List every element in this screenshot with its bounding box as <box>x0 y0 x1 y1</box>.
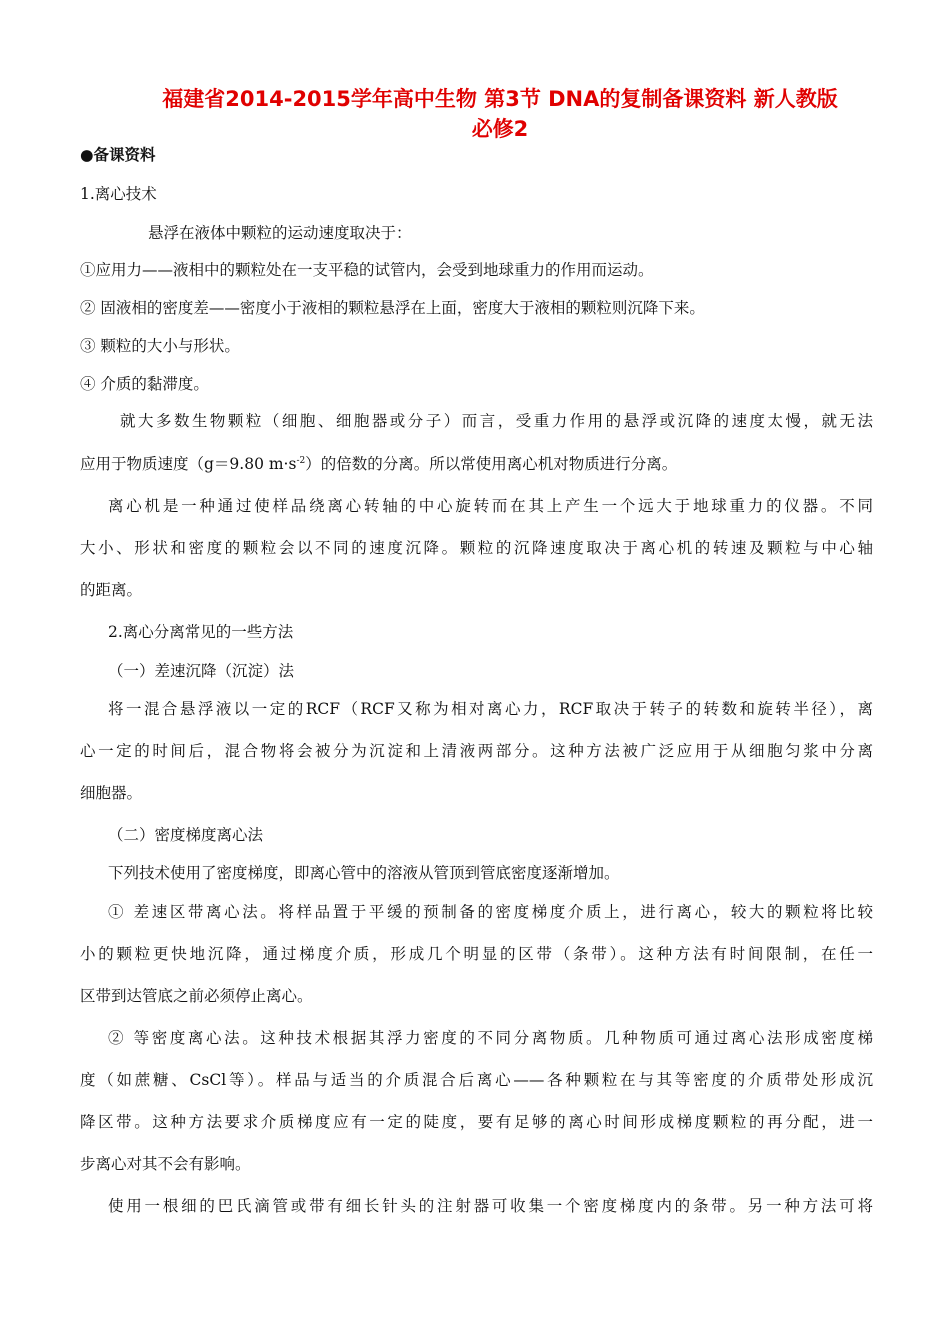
paragraph-differential-line-3: 细胞器。 <box>80 784 143 802</box>
heading-methods: 2.离心分离常见的一些方法 <box>108 623 294 641</box>
section-heading: ●备课资料 <box>80 146 156 164</box>
list-item-1: ①应用力——液相中的颗粒处在一支平稳的试管内，会受到地球重力的作用而运动。 <box>80 261 654 279</box>
text-segment: 应用于物质速度（g＝9.80 m·s <box>80 455 297 473</box>
subheading-differential: （一）差速沉降（沉淀）法 <box>108 662 295 680</box>
paragraph-collection-line-1: 使用一根细的巴氏滴管或带有细长针头的注射器可收集一个密度梯度内的条带。另一种方法可将 <box>108 1197 873 1215</box>
list-item-3: ③ 颗粒的大小与形状。 <box>80 337 240 355</box>
paragraph-gravity-line-2 <box>80 452 873 476</box>
paragraph-isopycnic-line-4: 步离心对其不会有影响。 <box>80 1155 251 1173</box>
text-segment: ）的倍数的分离。所以常使用离心机对物质进行分离。 <box>305 455 678 473</box>
paragraph-zonal-line-2: 小的颗粒更快地沉降，通过梯度介质，形成几个明显的区带（条带）。这种方法有时间限制，在任一 <box>80 945 873 963</box>
paragraph-zonal-line-1: ① 差速区带离心法。将样品置于平缓的预制备的密度梯度介质上，进行离心，较大的颗粒将比较 <box>108 903 873 921</box>
title-line-2: 必修2 <box>471 117 529 141</box>
paragraph-differential-line-1: 将一混合悬浮液以一定的RCF（RCF又称为相对离心力，RCF取决于转子的转数和旋转半径），离 <box>108 700 873 718</box>
paragraph-isopycnic-line-2: 度（如蔗糖、CsCl等）。样品与适当的介质混合后离心——各种颗粒在与其等密度的介质带处形成沉 <box>80 1071 873 1089</box>
superscript: -2 <box>296 455 306 466</box>
paragraph-gradient-intro: 下列技术使用了密度梯度，即离心管中的溶液从管顶到管底密度逐渐增加。 <box>108 864 620 882</box>
subheading-density-gradient: （二）密度梯度离心法 <box>108 826 264 844</box>
heading-centrifuge-technique: 1.离心技术 <box>80 185 157 203</box>
document-title <box>80 84 920 144</box>
paragraph-intro: 悬浮在液体中颗粒的运动速度取决于： <box>148 224 412 242</box>
paragraph-centrifuge-line-2: 大小、形状和密度的颗粒会以不同的速度沉降。颗粒的沉降速度取决于离心机的转速及颗粒与中心轴 <box>80 539 873 557</box>
list-item-2: ② 固液相的密度差——密度小于液相的颗粒悬浮在上面，密度大于液相的颗粒则沉降下来。 <box>80 299 705 317</box>
list-item-4: ④ 介质的黏滞度。 <box>80 375 209 393</box>
paragraph-centrifuge-line-3: 的距离。 <box>80 581 143 599</box>
paragraph-isopycnic-line-1: ② 等密度离心法。这种技术根据其浮力密度的不同分离物质。几种物质可通过离心法形成密度梯 <box>108 1029 873 1047</box>
paragraph-differential-line-2: 心一定的时间后，混合物将会被分为沉淀和上清液两部分。这种方法被广泛应用于从细胞匀浆中分离 <box>80 742 873 760</box>
paragraph-zonal-line-3: 区带到达管底之前必须停止离心。 <box>80 987 313 1005</box>
paragraph-centrifuge-line-1: 离心机是一种通过使样品绕离心转轴的中心旋转而在其上产生一个远大于地球重力的仪器。不同 <box>108 497 873 515</box>
paragraph-gravity-line-1: 就大多数生物颗粒（细胞、细胞器或分子）而言，受重力作用的悬浮或沉降的速度太慢，就无法 <box>120 412 873 430</box>
title-line-1: 福建省2014-2015学年高中生物 第3节 DNA的复制备课资料 新人教版 <box>162 87 838 111</box>
paragraph-isopycnic-line-3: 降区带。这种方法要求介质梯度应有一定的陡度，要有足够的离心时间形成梯度颗粒的再分配，进一 <box>80 1113 873 1131</box>
